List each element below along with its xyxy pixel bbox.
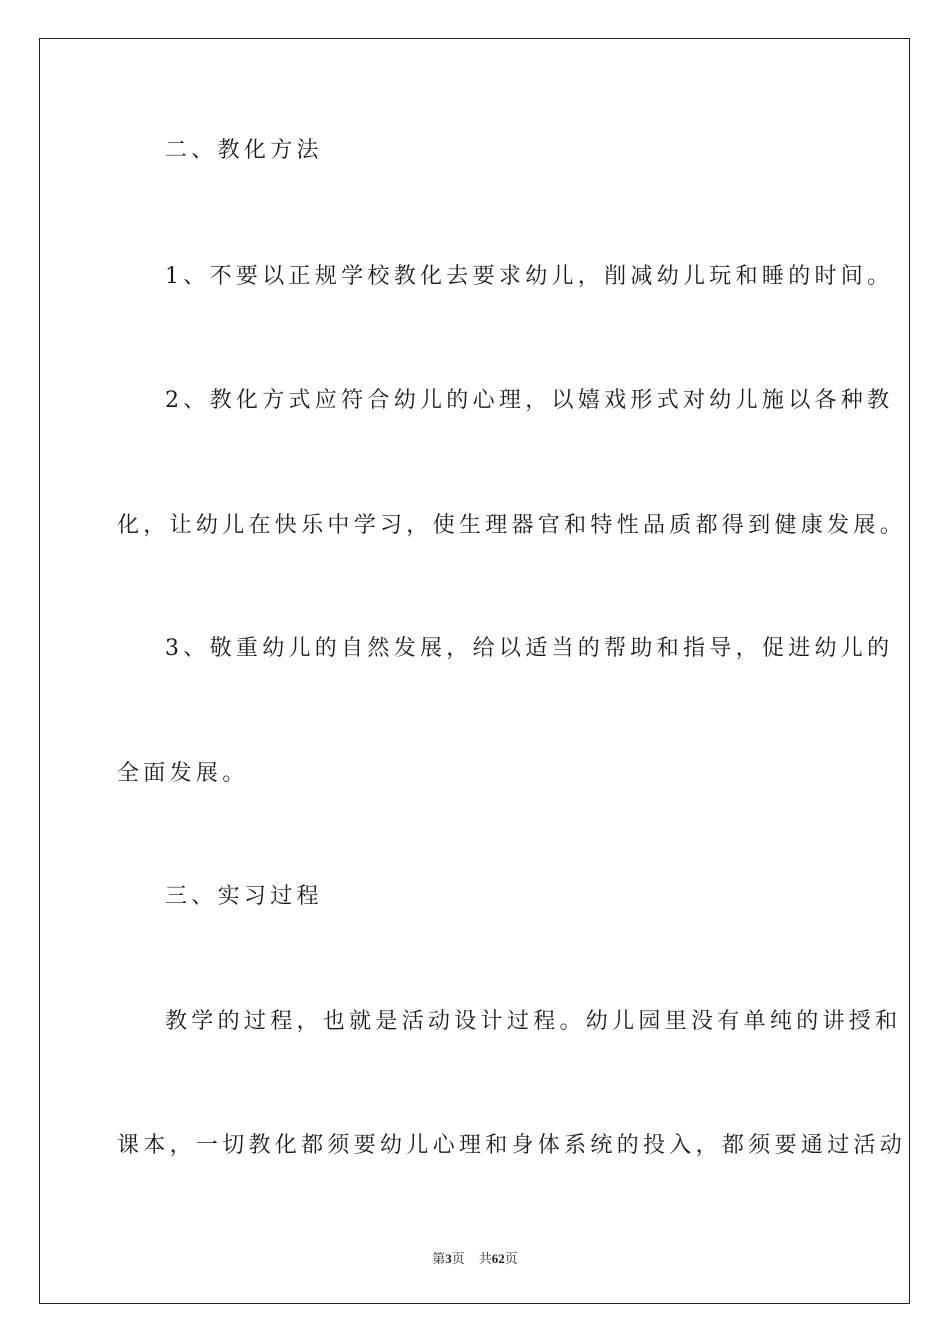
footer-total-suffix: 页 — [504, 1251, 518, 1266]
footer-page-suffix: 页 — [451, 1251, 465, 1266]
paragraph-line: 化，让幼儿在快乐中学习，使生理器官和特性品质都得到健康发展。 — [117, 513, 907, 538]
section-heading: 二、教化方法 — [165, 138, 323, 163]
paragraph-line: 教学的过程，也就是活动设计过程。幼儿园里没有单纯的讲授和 — [165, 1009, 902, 1034]
paragraph-line: 3、敬重幼儿的自然发展，给以适当的帮助和指导，促进幼儿的 — [165, 636, 894, 661]
paragraph-line: 全面发展。 — [117, 761, 249, 786]
paragraph-line: 课本，一切教化都须要幼儿心理和身体系统的投入，都须要通过活动 — [117, 1133, 907, 1158]
footer-page-prefix: 第 — [432, 1251, 446, 1266]
paragraph-line: 1、不要以正规学校教化去要求幼儿，削减幼儿玩和睡的时间。 — [165, 264, 894, 289]
page-frame — [39, 38, 910, 1304]
section-heading: 三、实习过程 — [165, 884, 323, 909]
footer-total-pages: 62 — [491, 1251, 505, 1266]
footer-page-number: 3 — [445, 1251, 452, 1266]
page-footer — [0, 1248, 950, 1267]
footer-total-prefix: 共 — [478, 1251, 492, 1266]
paragraph-line: 2、教化方式应符合幼儿的心理，以嬉戏形式对幼儿施以各种教 — [165, 388, 894, 413]
